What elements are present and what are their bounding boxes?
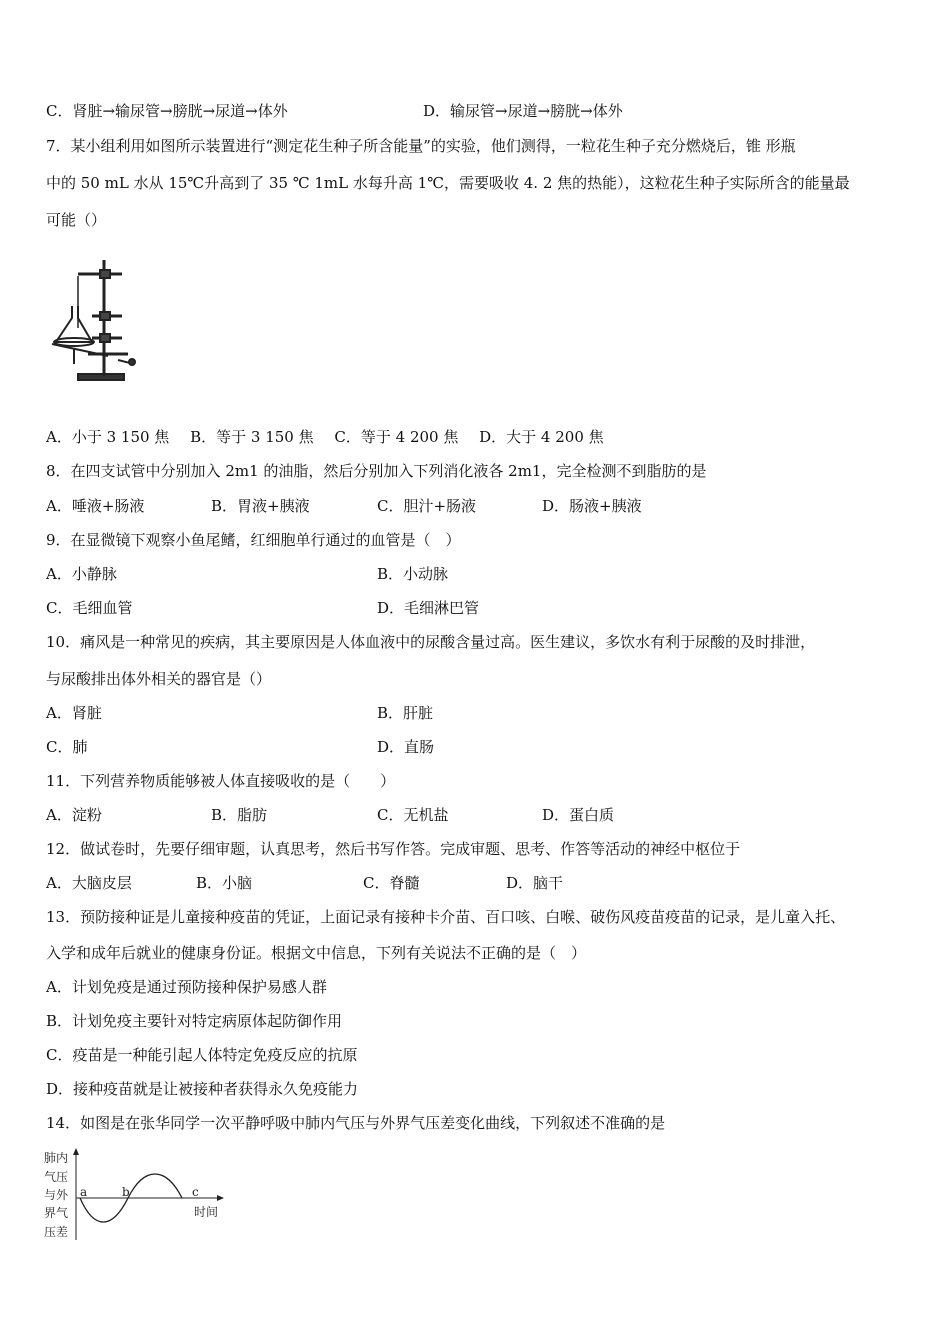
q6-options — [46, 101, 623, 121]
y-axis-label-line: 气压 — [44, 1170, 69, 1184]
q12-option-a: A．大脑皮层 — [46, 874, 132, 892]
q9-option-b: B．小动脉 — [377, 565, 449, 583]
q12-stem: 12．做试卷时，先要仔细审题，认真思考，然后书写作答。完成审题、思考、作答等活动的神经中枢位于 — [46, 840, 741, 858]
q8-option-b: B．胃液+胰液 — [211, 497, 310, 515]
q13-option-d: D．接种疫苗就是让被接种者获得永久免疫能力 — [46, 1080, 359, 1098]
q9-option-d: D．毛细淋巴管 — [377, 599, 480, 617]
q10-option-d: D．直肠 — [377, 738, 435, 756]
q7-option-d: D．大于 4 200 焦 — [479, 428, 604, 446]
y-axis-label-line: 与外 — [44, 1188, 69, 1202]
y-axis-label-line: 压差 — [44, 1225, 69, 1239]
q10-option-c: C．肺 — [46, 738, 88, 756]
point-b-label: b — [122, 1185, 130, 1199]
point-a-label: a — [80, 1185, 88, 1199]
q13-option-b: B．计划免疫主要针对特定病原体起防御作用 — [46, 1012, 343, 1030]
q12-options — [46, 873, 906, 893]
q7-option-b: B．等于 3 150 焦 — [190, 428, 314, 446]
q14-stem: 14．如图是在张华同学一次平静呼吸中肺内气压与外界气压差变化曲线，下列叙述不准确的是 — [46, 1114, 666, 1132]
x-axis-arrow-icon — [217, 1195, 224, 1201]
q11-option-c: C．无机盐 — [377, 806, 449, 824]
q10-options-row1 — [46, 703, 906, 723]
q13-option-a: A．计划免疫是通过预防接种保护易感人群 — [46, 978, 327, 996]
y-axis-label — [44, 1150, 69, 1239]
q8-option-d: D．肠液+胰液 — [542, 497, 642, 515]
y-axis-label-line: 肺内 — [44, 1151, 69, 1165]
x-axis-label: 时间 — [194, 1205, 219, 1219]
q7-stem-line1: 7．某小组利用如图所示装置进行“测定花生种子所含能量”的实验，他们测得，一粒花生种子充分燃烧后，锥 形瓶 — [46, 137, 796, 155]
q11-option-b: B．脂肪 — [211, 806, 268, 824]
q6-option-c: C．肾脏→输尿管→膀胱→尿道→体外 — [46, 102, 288, 120]
q11-options — [46, 805, 906, 825]
y-axis-arrow-icon — [73, 1148, 79, 1155]
q13-stem-line2: 入学和成年后就业的健康身份证。根据文中信息，下列有关说法不正确的是（ ） — [46, 944, 587, 962]
q6-option-d: D．输尿管→尿道→膀胱→体外 — [423, 102, 623, 120]
q9-option-c: C．毛细血管 — [46, 599, 133, 617]
q8-options — [46, 496, 906, 516]
q9-option-a: A．小静脉 — [46, 565, 117, 583]
q7-option-a: A．小于 3 150 焦 — [46, 428, 170, 446]
q7-option-c: C．等于 4 200 焦 — [334, 428, 459, 446]
pressure-difference-curve-figure — [42, 1148, 232, 1248]
q11-stem: 11．下列营养物质能够被人体直接吸收的是（ ） — [46, 772, 396, 790]
q11-option-a: A．淀粉 — [46, 806, 102, 824]
q10-stem-line1: 10．痛风是一种常见的疾病，其主要原因是人体血液中的尿酸含量过高。医生建议，多饮水有利于尿酸的及时排泄， — [46, 633, 816, 651]
q10-options-row2 — [46, 737, 906, 757]
q12-option-c: C．脊髓 — [363, 874, 420, 892]
q8-option-c: C．胆汁+肠液 — [377, 497, 477, 515]
q8-option-a: A．唾液+肠液 — [46, 497, 145, 515]
q11-option-d: D．蛋白质 — [542, 806, 615, 824]
q12-option-b: B．小脑 — [196, 874, 253, 892]
point-c-label: c — [192, 1185, 199, 1199]
q10-option-b: B．肝脏 — [377, 704, 434, 722]
q8-stem: 8．在四支试管中分别加入 2m1 的油脂，然后分别加入下列消化液各 2m1，完全检测不到脂肪的是 — [46, 462, 707, 480]
q7-stem-line3: 可能（） — [46, 211, 107, 229]
q12-option-d: D．脑干 — [506, 874, 564, 892]
y-axis-label-line: 界气 — [44, 1206, 69, 1220]
q10-stem-line2: 与尿酸排出体外相关的器官是（） — [46, 670, 272, 688]
q13-option-c: C．疫苗是一种能引起人体特定免疫反应的抗原 — [46, 1046, 358, 1064]
peanut-combustion-apparatus-figure — [48, 256, 140, 388]
q7-stem-line2: 中的 50 mL 水从 15℃升高到了 35 ℃ 1mL 水每升高 1℃，需要吸收 4. 2 焦的热能），这粒花生种子实际所含的能量最 — [46, 174, 850, 192]
q9-options-row1 — [46, 564, 906, 584]
q9-stem: 9．在显微镜下观察小鱼尾鳍，红细胞单行通过的血管是（ ） — [46, 531, 461, 549]
q10-option-a: A．肾脏 — [46, 704, 102, 722]
q13-stem-line1: 13．预防接种证是儿童接种疫苗的凭证，上面记录有接种卡介苗、百口咳、白喉、破伤风疫苗疫苗的记录，是儿童入托、 — [46, 908, 846, 926]
q9-options-row2 — [46, 598, 906, 618]
q7-options — [46, 427, 604, 447]
